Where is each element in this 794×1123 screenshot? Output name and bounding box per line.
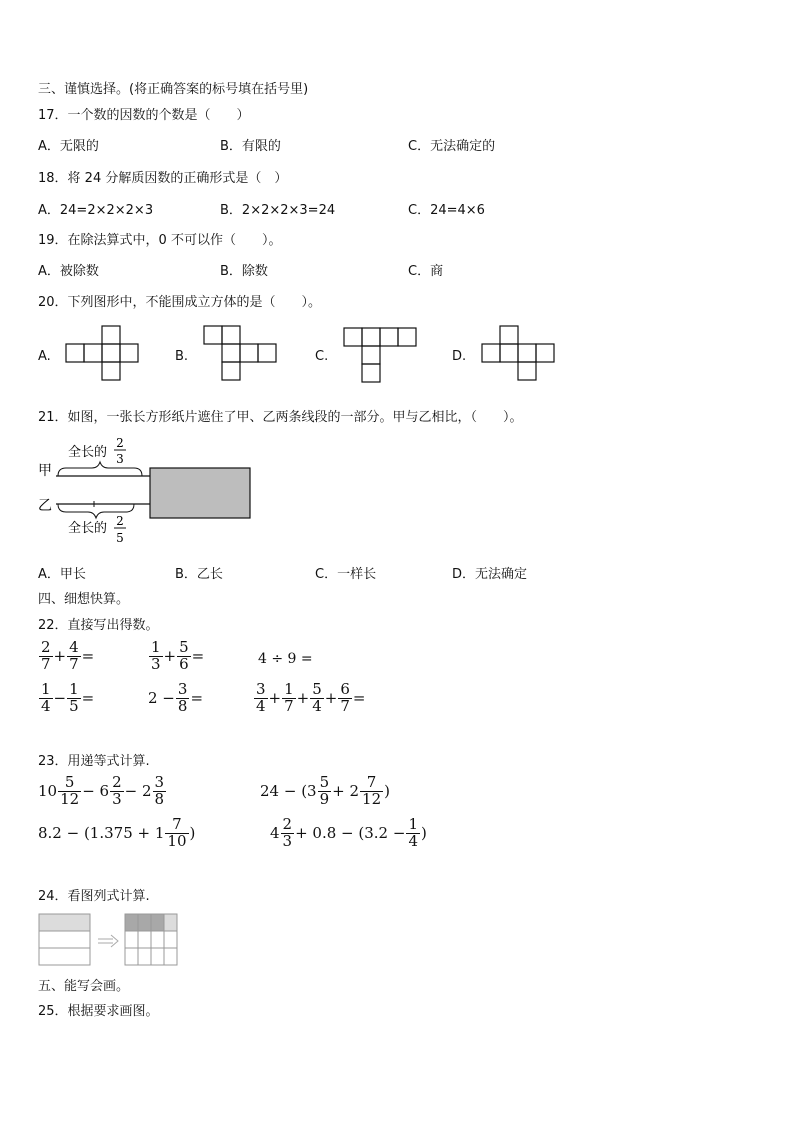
q22-expr-3: 4 ÷ 9 =	[258, 651, 313, 667]
q23-expr-1: 10 $\frac{5}{12}$ − 6 $\frac{2}{3}$ − 2 $\frac{3}{8}$	[38, 773, 165, 808]
q21-option-d: D．无法确定	[452, 567, 528, 582]
q22-expr-2: $\frac{1}{3}$ + $\frac{5}{6}$ =	[151, 638, 205, 673]
q22-expr-5: 2 − $\frac{3}{8}$ =	[148, 680, 204, 715]
section-4-heading: 四、细想快算。	[38, 592, 130, 607]
question-22-stem: 22．直接写出得数。	[38, 618, 159, 633]
top-fraction-den: 3	[116, 452, 124, 466]
q18-option-c: C．24=4×6	[408, 203, 485, 218]
q21-option-a: A．甲长	[38, 567, 86, 582]
cube-net-c	[338, 322, 420, 386]
q17-option-a: A．无限的	[38, 139, 99, 154]
question-18-stem: 18．将 24 分解质因数的正确形式是（ ）	[38, 171, 288, 186]
q22-expr-6: $\frac{3}{4}$ + $\frac{1}{7}$ + $\frac{5}{4}$ + $\frac{6}{7}$ =	[256, 680, 366, 715]
line-segments-figure	[34, 432, 258, 550]
question-20-stem: 20．下列图形中，不能围成立方体的是（ ）。	[38, 295, 322, 310]
q17-option-b: B．有限的	[220, 139, 281, 154]
q20-option-c: C.	[315, 349, 329, 364]
q18-option-b: B．2×2×2×3=24	[220, 203, 336, 218]
q23-expr-4: 4 $\frac{2}{3}$ + 0.8 − (3.2 − $\frac{1}{4}$ )	[270, 815, 427, 850]
top-brace-text: 全长的	[68, 445, 108, 460]
question-17-stem: 17．一个数的因数的个数是（ ）	[38, 108, 250, 123]
q19-option-c: C．商	[408, 264, 444, 279]
q21-option-c: C．一样长	[315, 567, 377, 582]
bottom-fraction-den: 5	[116, 531, 124, 545]
q21-option-b: B．乙长	[175, 567, 223, 582]
q18-option-a: A．24=2×2×2×3	[38, 203, 154, 218]
q20-option-d: D.	[452, 349, 467, 364]
question-19-stem: 19．在除法算式中，0 不可以作（ ）。	[38, 233, 282, 248]
q19-option-a: A．被除数	[38, 264, 99, 279]
q22-expr-1: $\frac{2}{7}$ + $\frac{4}{7}$ =	[41, 638, 95, 673]
question-25-stem: 25．根据要求画图。	[38, 1004, 159, 1019]
q19-option-b: B．除数	[220, 264, 268, 279]
question-23-stem: 23．用递等式计算.	[38, 754, 150, 769]
cube-net-a	[60, 322, 146, 384]
bottom-brace-text: 全长的	[68, 521, 108, 536]
top-fraction-num: 2	[116, 436, 124, 450]
question-21-stem: 21．如图，一张长方形纸片遮住了甲、乙两条线段的一部分。甲与乙相比，（ ）。	[38, 410, 523, 425]
fraction-area-figure	[38, 913, 180, 969]
q20-option-b: B.	[175, 349, 189, 364]
section-3-heading: 三、谨慎选择。(将正确答案的标号填在括号里)	[38, 82, 309, 97]
q22-expr-4: $\frac{1}{4}$ − $\frac{1}{5}$ =	[41, 680, 95, 715]
section-5-heading: 五、能写会画。	[38, 979, 130, 994]
q20-option-a: A.	[38, 349, 51, 364]
q23-expr-2: 24 − (3 $\frac{5}{9}$ + 2 $\frac{7}{12}$ )	[260, 773, 390, 808]
question-24-stem: 24．看图列式计算.	[38, 889, 150, 904]
label-jia: 甲	[38, 463, 52, 479]
label-yi: 乙	[38, 498, 52, 514]
bottom-fraction-num: 2	[116, 514, 124, 528]
q17-option-c: C．无法确定的	[408, 139, 496, 154]
q23-expr-3: 8.2 − (1.375 + 1 $\frac{7}{10}$ )	[38, 815, 196, 850]
cube-net-d	[476, 322, 560, 384]
covering-paper	[150, 468, 250, 518]
cube-net-b	[198, 322, 280, 384]
